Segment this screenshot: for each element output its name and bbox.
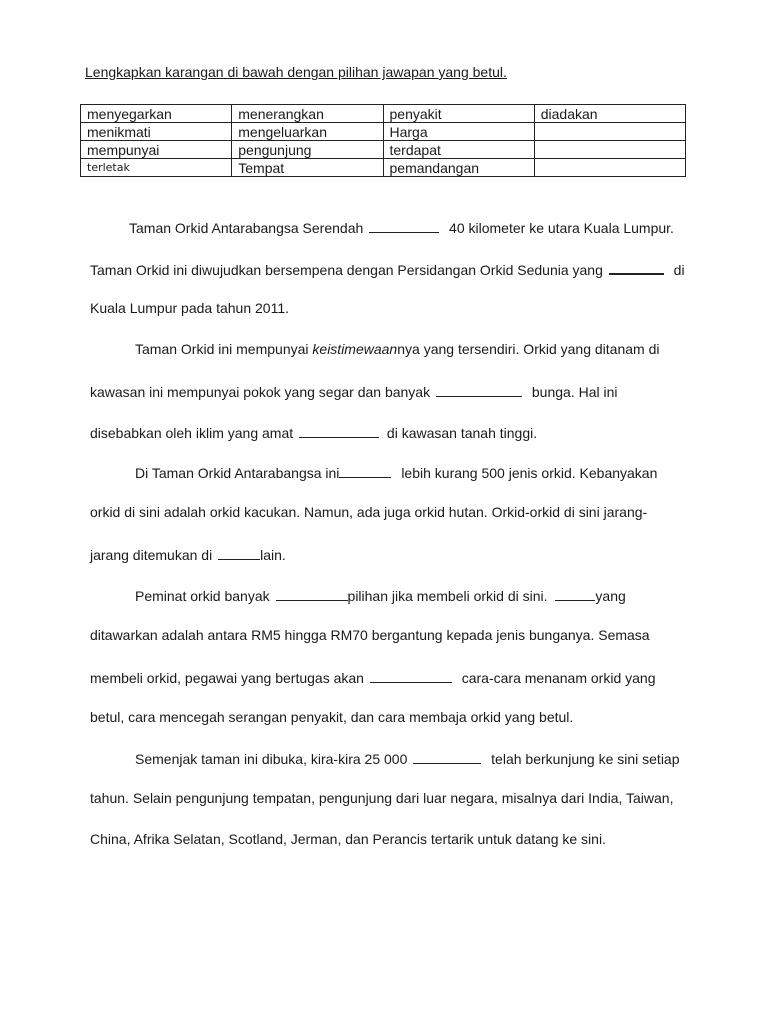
passage-text: yang [595,588,626,604]
passage-italic-text: keistimewaan [312,341,398,357]
passage-line [90,545,286,563]
passage-text: 40 kilometer ke utara Kuala Lumpur. [449,220,674,236]
passage-text: Taman Orkid ini diwujudkan bersempena dengan Persidangan Orkid Sedunia yang [90,262,603,278]
answer-blank [555,586,595,601]
passage-text: Taman Orkid Antarabangsa Serendah [129,220,364,236]
word-bank-row [81,159,686,177]
passage-text: China, Afrika Selatan, Scotland, Jerman, dan Perancis tertarik untuk datang ke sini. [90,831,606,847]
passage-line [90,504,647,520]
passage-line [129,218,674,236]
word-bank-cell: pemandangan [383,159,534,177]
word-bank-cell [534,141,685,159]
passage-text: kawasan ini mempunyai pokok yang segar dan banyak [90,384,431,400]
answer-blank [413,749,481,764]
passage-line [135,749,680,767]
passage-line [90,627,650,643]
answer-blank [369,218,439,233]
answer-blank [299,423,379,438]
passage-text: tahun. Selain pengunjung tempatan, pengunjung dari luar negara, misalnya dari India, Taiwan, [90,790,674,806]
passage-text: di [673,262,685,278]
passage-text: bunga. Hal ini [531,384,618,400]
instruction-text: Lengkapkan karangan di bawah dengan pilihan jawapan yang betul. [85,64,507,80]
passage-text: di kawasan tanah tinggi. [386,425,538,441]
word-bank-row [81,141,686,159]
passage-line [90,790,673,806]
passage-line [135,463,657,481]
passage-text: lain. [260,547,286,563]
word-bank-row [81,123,686,141]
passage-line [135,586,626,604]
word-bank-cell: menikmati [81,123,232,141]
answer-blank [609,259,664,275]
word-bank-table [80,104,686,177]
answer-blank [218,545,260,560]
word-bank-cell: Harga [383,123,534,141]
word-bank-cell [534,123,685,141]
passage-text: lebih kurang 500 jenis orkid. Kebanyakan [401,465,658,481]
passage-line [90,259,685,278]
word-bank-cell: mengeluarkan [232,123,383,141]
passage-text: jarang ditemukan di [90,547,213,563]
passage-line [90,668,655,686]
answer-blank [276,586,348,601]
word-bank-cell: menyegarkan [81,105,232,123]
passage-text: betul, cara mencegah serangan penyakit, dan cara membaja orkid yang betul. [90,709,574,725]
passage-text: Peminat orkid banyak [135,588,270,604]
passage-line [90,423,537,441]
word-bank-cell: Tempat [232,159,383,177]
passage-text: orkid di sini adalah orkid kacukan. Namun, ada juga orkid hutan. Orkid-orkid di sini jarang- [90,504,648,520]
passage-text: Kuala Lumpur pada tahun 2011. [90,300,290,316]
passage-text: Taman Orkid ini mempunyai [135,341,309,357]
word-bank-cell: diadakan [534,105,685,123]
answer-blank [339,463,391,478]
passage-line [135,341,659,357]
passage-text: cara-cara menanam orkid yang [461,670,656,686]
word-bank-cell [534,159,685,177]
word-bank-cell: terletak [81,159,232,177]
passage-text: ditawarkan adalah antara RM5 hingga RM70 bergantung kepada jenis bunganya. Semasa [90,627,650,643]
passage-text: membeli orkid, pegawai yang bertugas akan [90,670,364,686]
passage-text: Semenjak taman ini dibuka, kira-kira 25 000 [135,751,408,767]
word-bank-cell: terdapat [383,141,534,159]
passage-text: Di Taman Orkid Antarabangsa ini [135,465,340,481]
word-bank-cell: pengunjung [232,141,383,159]
passage-line [90,382,618,400]
word-bank-cell: menerangkan [232,105,383,123]
word-bank-row [81,105,686,123]
passage-line [90,831,606,847]
passage-text: telah berkunjung ke sini setiap [491,751,680,767]
passage-line [90,709,573,725]
passage-line [90,300,289,316]
passage-text: disebabkan oleh iklim yang amat [90,425,294,441]
word-bank-cell: penyakit [383,105,534,123]
word-bank-cell: mempunyai [81,141,232,159]
answer-blank [436,382,522,397]
answer-blank [370,668,452,683]
passage-text: pilihan jika membeli orkid di sini. [347,588,548,604]
passage-text: nya yang tersendiri. Orkid yang ditanam di [397,341,660,357]
